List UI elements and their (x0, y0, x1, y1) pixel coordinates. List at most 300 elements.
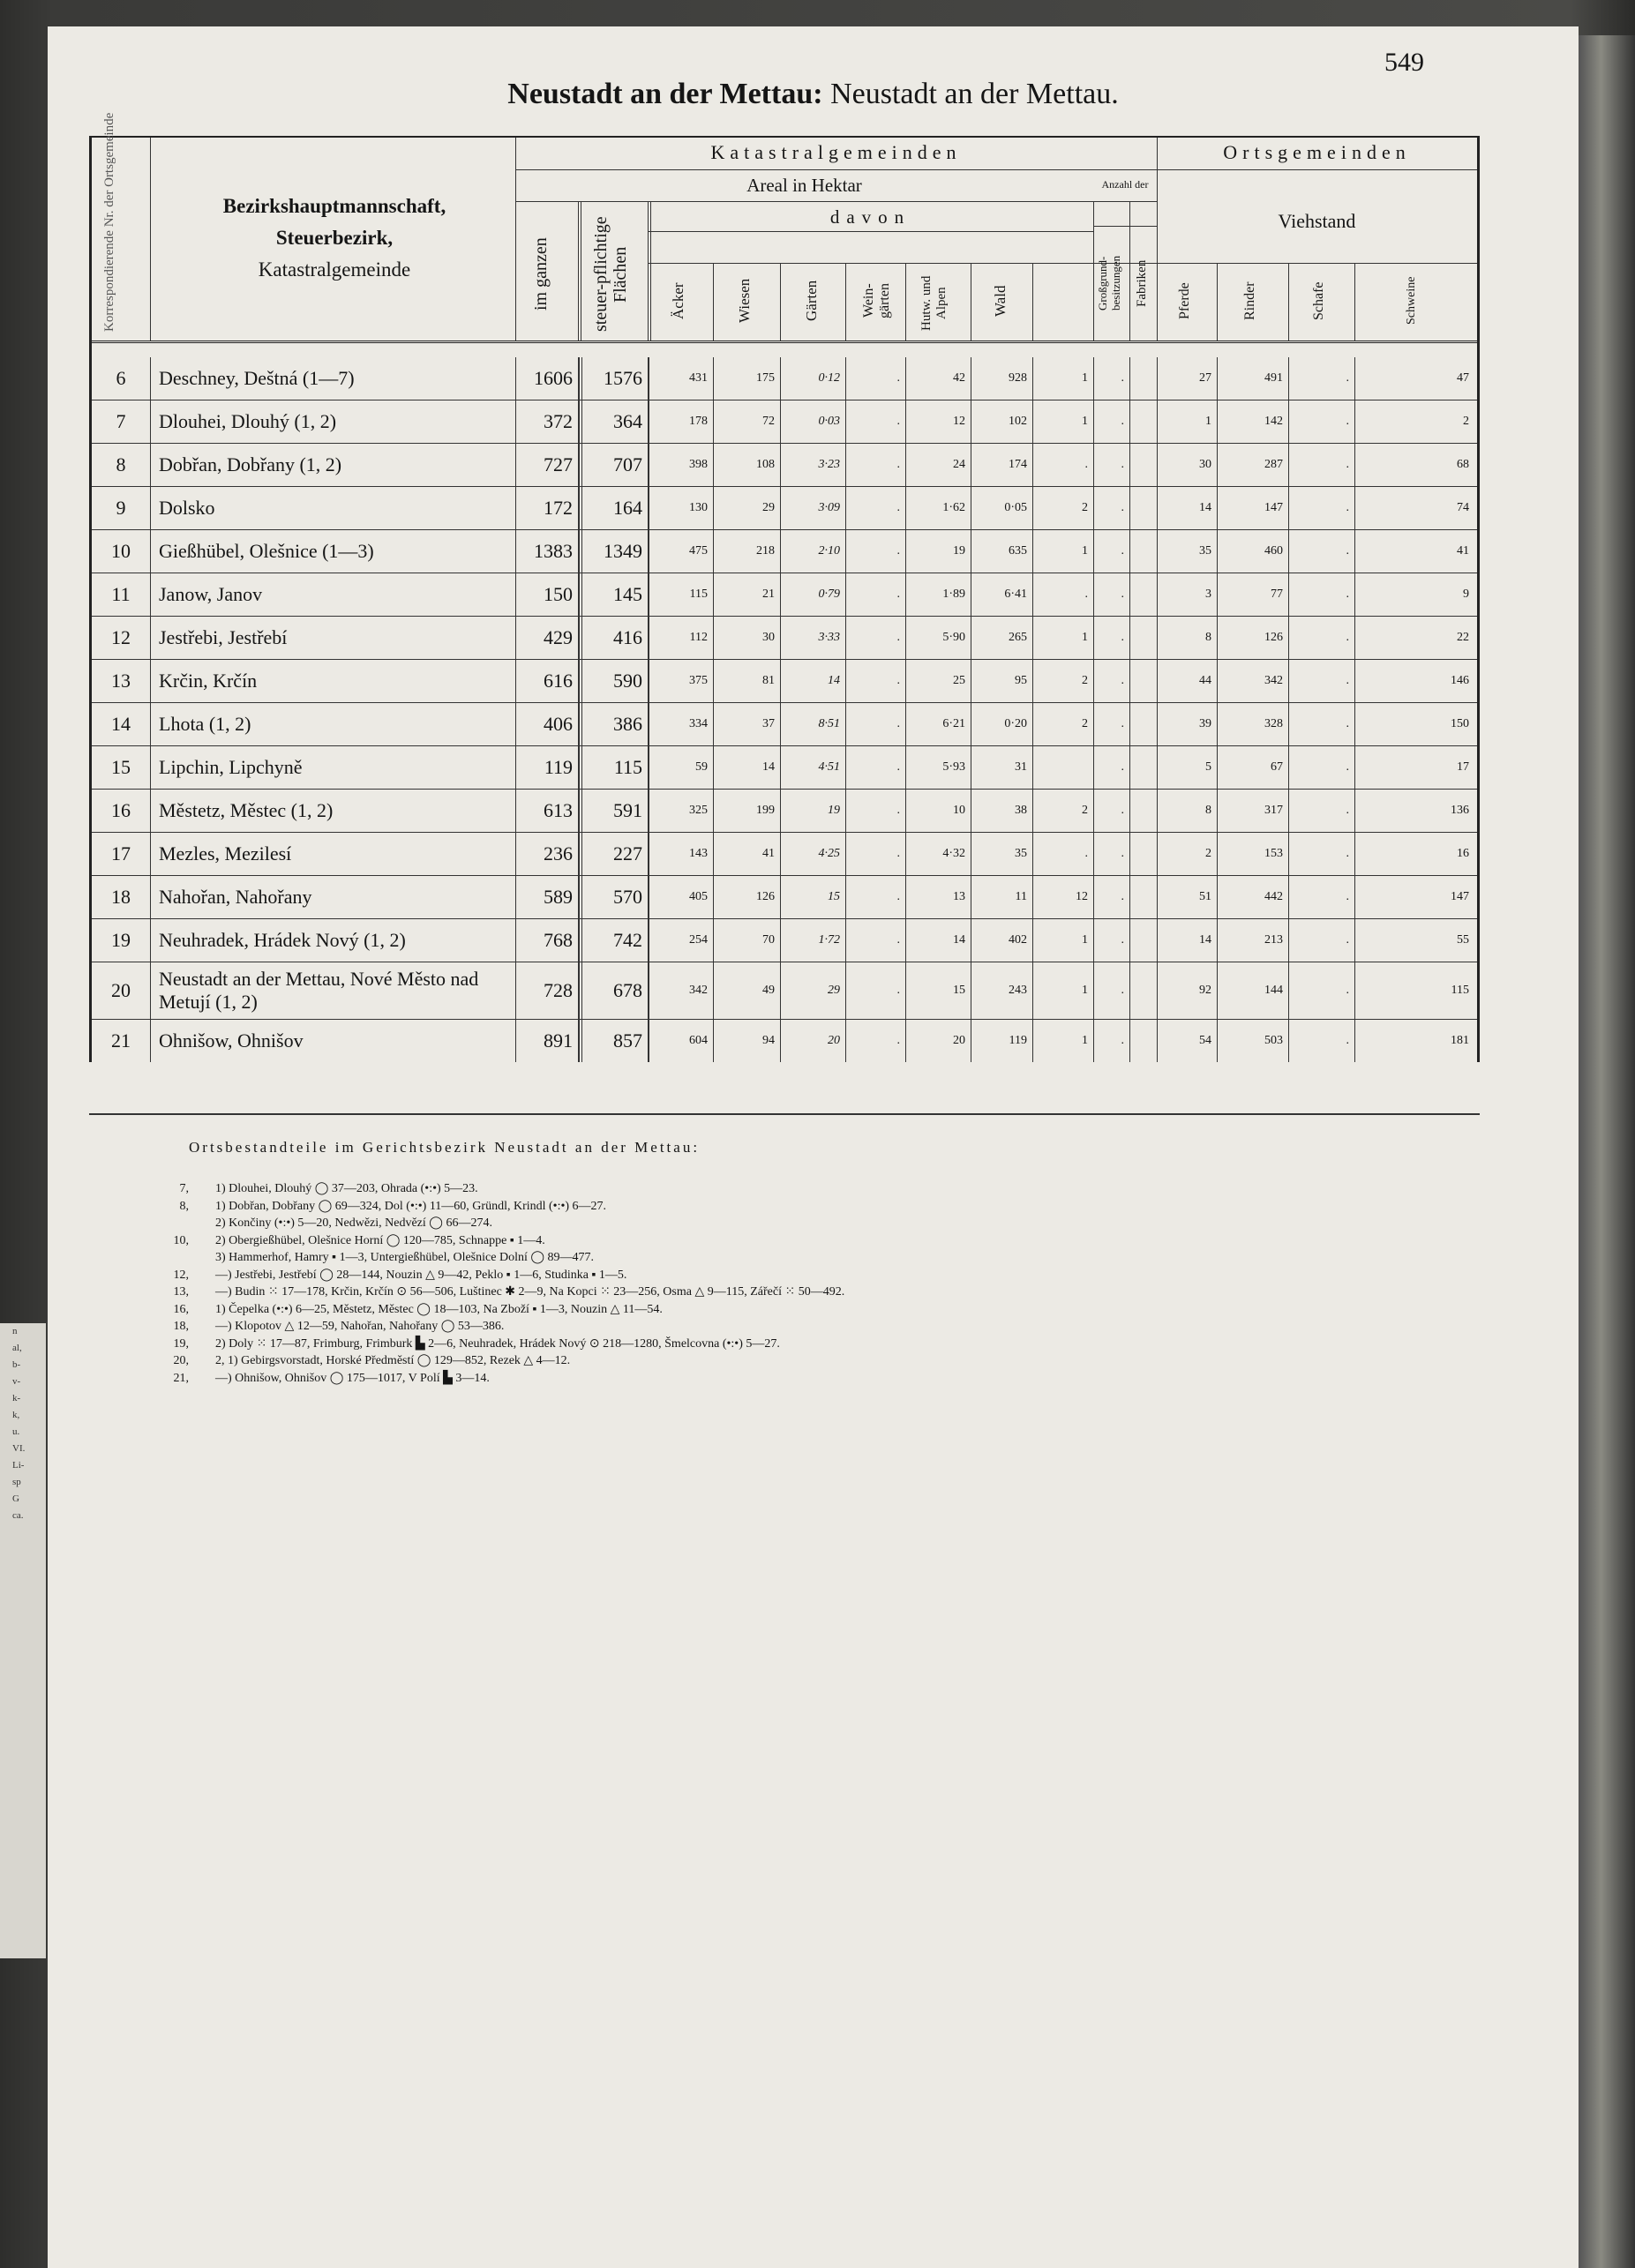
cell-schafe: . (1346, 588, 1349, 601)
cell-gaerten: 3·33 (818, 631, 840, 644)
katastral-header: Katastralgemeinden (710, 141, 962, 163)
cell-wein: . (896, 890, 900, 903)
row-number: 20 (111, 979, 131, 1001)
cell-hutw: 24 (953, 458, 965, 471)
cell-pferde: 2 (1205, 847, 1211, 860)
previous-page-edge (0, 1323, 46, 1958)
cell-schweine: 9 (1463, 588, 1469, 601)
row-number: 6 (116, 367, 126, 389)
table-row (92, 573, 1477, 616)
cell-pferde: 30 (1199, 458, 1211, 471)
footnote-key: 20, (173, 1354, 189, 1367)
cell-pferde: 39 (1199, 717, 1211, 730)
cell-wiesen: 81 (762, 674, 775, 687)
cell-hutw: 10 (953, 804, 965, 817)
cell-schafe: . (1346, 631, 1349, 644)
row-number: 13 (111, 670, 131, 692)
cell-gaerten: 1·72 (818, 933, 840, 947)
cell-hutw: 1·89 (942, 588, 965, 601)
cell-fabr: . (1121, 933, 1124, 947)
footnote-key: 7, (179, 1182, 189, 1195)
cell-gross: 2 (1082, 501, 1088, 514)
statistics-table (89, 112, 1480, 1062)
cell-wiesen: 126 (756, 890, 775, 903)
cell-acker: 431 (689, 371, 708, 385)
cell-rinder: 460 (1264, 544, 1283, 558)
row-name: Nahořan, Nahořany (159, 886, 312, 908)
cell-fabr: . (1121, 415, 1124, 428)
cell-pferde: 54 (1199, 1034, 1211, 1047)
cell-steuer: 164 (613, 497, 642, 519)
table-row (92, 918, 1477, 962)
margin-fragment: u. (12, 1426, 20, 1437)
footnote-text: 2, 1) Gebirgsvorstadt, Horské Předměstí ◯ 129—852, Rezek △ 4—12. (215, 1354, 571, 1367)
cell-fabr: . (1121, 760, 1124, 774)
footnote-key: 10, (173, 1233, 189, 1247)
cell-schweine: 68 (1457, 458, 1469, 471)
cell-wiesen: 49 (762, 984, 775, 997)
cell-gross: . (1084, 588, 1088, 601)
cell-wald: 119 (1009, 1034, 1027, 1047)
anzahl-header: Anzahl der (1101, 178, 1149, 191)
table-row (92, 789, 1477, 832)
margin-fragment: k, (12, 1410, 20, 1420)
row-number: 11 (111, 583, 131, 605)
cell-ganzen: 119 (544, 756, 573, 778)
cell-acker: 334 (689, 717, 708, 730)
margin-fragment: G (12, 1493, 19, 1504)
cell-steuer: 1349 (604, 540, 642, 562)
cell-acker: 405 (689, 890, 708, 903)
table-row (92, 529, 1477, 573)
cell-gross: 2 (1082, 717, 1088, 730)
cell-acker: 398 (689, 458, 708, 471)
cell-gaerten: 2·10 (818, 544, 840, 558)
cell-wiesen: 175 (756, 371, 775, 385)
cell-schafe: . (1346, 984, 1349, 997)
cell-gaerten: 0·03 (818, 415, 840, 428)
cell-hutw: 12 (953, 415, 965, 428)
cell-schweine: 47 (1457, 371, 1469, 385)
cell-hutw: 42 (953, 371, 965, 385)
cell-gaerten: 19 (828, 804, 840, 817)
row-name: Gießhübel, Olešnice (1—3) (159, 540, 374, 562)
cell-gaerten: 20 (828, 1034, 840, 1047)
cell-steuer: 857 (613, 1029, 642, 1052)
footnote-text: —) Jestřebi, Jestřebí ◯ 28—144, Nouzin △ 9—42, Peklo ▪ 1—6, Studinka ▪ 1—5. (215, 1268, 627, 1282)
cell-wald: 0·20 (1004, 717, 1027, 730)
title-bold: Neustadt an der Mettau: (507, 78, 823, 110)
cell-gross: 1 (1082, 933, 1088, 947)
cell-schweine: 16 (1457, 847, 1469, 860)
cell-steuer: 1576 (604, 367, 642, 389)
footnote-key: 12, (173, 1268, 189, 1282)
row-number: 14 (111, 713, 131, 735)
cell-ganzen: 1383 (534, 540, 573, 562)
col-wald: Wald (992, 285, 1009, 317)
cell-steuer: 707 (613, 453, 642, 475)
page-number: 549 (1384, 48, 1424, 77)
cell-gross: 1 (1082, 415, 1088, 428)
cell-wiesen: 218 (756, 544, 775, 558)
row-name: Neustadt an der Mettau, Nové Město nad Metují (1, 2) (159, 968, 479, 1013)
cell-gaerten: 0·79 (818, 588, 840, 601)
row-name: Městetz, Městec (1, 2) (159, 799, 334, 821)
cell-wein: . (896, 544, 900, 558)
row-number: 9 (116, 497, 126, 519)
cell-acker: 178 (689, 415, 708, 428)
cell-ganzen: 150 (544, 583, 573, 605)
col-gaerten: Gärten (803, 280, 820, 322)
footnote-text: 2) Doly ⁙ 17—87, Frimburg, Frimburk ▙ 2—6, Neuhradek, Hrádek Nový ⊙ 218—1280, Šmelcovna (•:•) 5—27. (215, 1336, 780, 1351)
cell-acker: 475 (689, 544, 708, 558)
footnote-text: 3) Hammerhof, Hamry ▪ 1—3, Untergießhübel, Olešnice Dolní ◯ 89—477. (215, 1251, 595, 1264)
cell-acker: 325 (689, 804, 708, 817)
cell-gaerten: 3·23 (818, 458, 840, 471)
row-name: Lipchin, Lipchyně (159, 756, 303, 778)
cell-ganzen: 172 (544, 497, 573, 519)
cell-wiesen: 70 (762, 933, 775, 947)
cell-wiesen: 72 (762, 415, 775, 428)
cell-wein: . (896, 933, 900, 947)
cell-fabr: . (1121, 544, 1124, 558)
table-row (92, 745, 1477, 789)
cell-schafe: . (1346, 544, 1349, 558)
cell-pferde: 3 (1205, 588, 1211, 601)
cell-acker: 342 (689, 984, 708, 997)
cell-schafe: . (1346, 804, 1349, 817)
cell-hutw: 5·90 (942, 631, 965, 644)
cell-schweine: 147 (1451, 890, 1469, 903)
col-pferde: Pferde (1177, 282, 1192, 319)
cell-wiesen: 37 (762, 717, 775, 730)
cell-schweine: 74 (1457, 501, 1469, 514)
row-name: Neuhradek, Hrádek Nový (1, 2) (159, 929, 406, 951)
cell-pferde: 44 (1199, 674, 1211, 687)
cell-gaerten: 8·51 (818, 717, 840, 730)
table-row (92, 875, 1477, 918)
cell-gross: 1 (1082, 1034, 1088, 1047)
cell-rinder: 147 (1264, 501, 1283, 514)
footnote-text: 1) Dobřan, Dobřany ◯ 69—324, Dol (•:•) 11—60, Gründl, Krindl (•:•) 6—27. (215, 1199, 607, 1213)
subtitle: Ortsbestandteile im Gerichtsbezirk Neustadt an der Mettau: (189, 1139, 701, 1156)
book-edge (1579, 35, 1635, 2268)
row-number: 15 (111, 756, 131, 778)
margin-fragment: sp (12, 1477, 21, 1487)
cell-schafe: . (1346, 933, 1349, 947)
cell-hutw: 14 (953, 933, 965, 947)
cell-fabr: . (1121, 717, 1124, 730)
cell-gross: . (1084, 458, 1088, 471)
margin-fragment: ca. (12, 1510, 24, 1521)
cell-schafe: . (1346, 1034, 1349, 1047)
cell-gaerten: 4·25 (818, 847, 840, 860)
cell-gross: 1 (1082, 984, 1088, 997)
footnote-text: 2) Končiny (•:•) 5—20, Nedwězi, Nedvězí ◯ 66—274. (215, 1216, 492, 1230)
district-line3: Katastralgemeinde (258, 258, 411, 281)
cell-rinder: 342 (1264, 674, 1283, 687)
cell-ganzen: 613 (544, 799, 573, 821)
cell-gaerten: 3·09 (818, 501, 840, 514)
cell-ganzen: 891 (544, 1029, 573, 1052)
margin-fragment: k- (12, 1393, 21, 1403)
margin-fragment: v- (12, 1376, 21, 1387)
margin-fragment: n (12, 1326, 18, 1336)
cell-fabr: . (1121, 804, 1124, 817)
row-name: Deschney, Deštná (1—7) (159, 367, 355, 389)
cell-fabr: . (1121, 458, 1124, 471)
cell-pferde: 8 (1205, 804, 1211, 817)
cell-ganzen: 236 (544, 842, 573, 865)
cell-pferde: 14 (1199, 933, 1211, 947)
cell-hutw: 6·21 (942, 717, 965, 730)
cell-wiesen: 30 (762, 631, 775, 644)
cell-hutw: 5·93 (942, 760, 965, 774)
footnote-key: 18, (173, 1320, 189, 1333)
cell-pferde: 51 (1199, 890, 1211, 903)
row-name: Janow, Janov (159, 583, 263, 605)
cell-gross: 1 (1082, 631, 1088, 644)
cell-schweine: 146 (1451, 674, 1469, 687)
cell-rinder: 77 (1271, 588, 1283, 601)
cell-wein: . (896, 717, 900, 730)
cell-gross: 2 (1082, 674, 1088, 687)
cell-wein: . (896, 458, 900, 471)
cell-fabr: . (1121, 501, 1124, 514)
row-number: 17 (111, 842, 131, 865)
footnote-key: 21, (173, 1371, 189, 1385)
cell-wald: 6·41 (1004, 588, 1027, 601)
cell-gross (1032, 746, 1093, 789)
cell-fabr: . (1121, 674, 1124, 687)
cell-rinder: 144 (1264, 984, 1283, 997)
cell-wald: 35 (1015, 847, 1027, 860)
row-number: 21 (111, 1029, 131, 1052)
cell-hutw: 25 (953, 674, 965, 687)
cell-acker: 130 (689, 501, 708, 514)
cell-ganzen: 589 (544, 886, 573, 908)
cell-schafe: . (1346, 501, 1349, 514)
district-line1: Bezirkshauptmannschaft, (222, 195, 446, 217)
ortsgemeinden-header: Ortsgemeinden (1223, 141, 1411, 163)
cell-gaerten: 4·51 (818, 760, 840, 774)
col-schafe: Schafe (1311, 281, 1326, 320)
cell-acker: 254 (689, 933, 708, 947)
row-number: 18 (111, 886, 131, 908)
cell-rinder: 442 (1264, 890, 1283, 903)
cell-schweine: 115 (1451, 984, 1469, 997)
row-number: 19 (111, 929, 131, 951)
footnote-key: 8, (179, 1199, 189, 1213)
cell-rinder: 142 (1264, 415, 1283, 428)
cell-pferde: 8 (1205, 631, 1211, 644)
table-row (92, 1019, 1477, 1062)
table-body (92, 357, 1477, 1062)
cell-wein: . (896, 1034, 900, 1047)
table-bottom-rule (89, 1113, 1480, 1115)
table-row (92, 357, 1477, 400)
col-acker: Äcker (670, 282, 686, 319)
table-row (92, 659, 1477, 702)
table-header (92, 112, 1477, 343)
cell-schweine: 2 (1463, 415, 1469, 428)
margin-fragment: VI. (12, 1443, 26, 1454)
col-hutw: Hutw. und Alpen (919, 275, 949, 332)
cell-steuer: 742 (613, 929, 642, 951)
cell-wein: . (896, 674, 900, 687)
cell-pferde: 92 (1199, 984, 1211, 997)
col-wein: Wein-gärten (861, 283, 892, 318)
cell-schweine: 22 (1457, 631, 1469, 644)
document-page (48, 26, 1579, 2268)
cell-gaerten: 0·12 (818, 371, 840, 385)
cell-rinder: 126 (1264, 631, 1283, 644)
page-title (48, 78, 1579, 111)
cell-schafe: . (1346, 415, 1349, 428)
table-row (92, 832, 1477, 875)
cell-fabr: . (1121, 1034, 1124, 1047)
cell-gross: 2 (1082, 804, 1088, 817)
cell-wein: . (896, 588, 900, 601)
cell-wein: . (896, 371, 900, 385)
cell-rinder: 153 (1264, 847, 1283, 860)
row-name: Dlouhei, Dlouhý (1, 2) (159, 410, 337, 432)
cell-steuer: 386 (613, 713, 642, 735)
footnote-text: 2) Obergießhübel, Olešnice Horní ◯ 120—785, Schnappe ▪ 1—4. (215, 1233, 545, 1247)
cell-wein: . (896, 804, 900, 817)
cell-wein: . (896, 415, 900, 428)
cell-steuer: 227 (613, 842, 642, 865)
cell-schafe: . (1346, 717, 1349, 730)
table-row (92, 443, 1477, 486)
footnote-text: —) Budin ⁙ 17—178, Krčin, Krčín ⊙ 56—506, Luštinec ✱ 2—9, Na Kopci ⁙ 23—256, Osma △ 9—115, Zářečí ⁙ 50—492. (215, 1285, 845, 1299)
cell-fabr: . (1121, 890, 1124, 903)
cell-wald: 402 (1009, 933, 1027, 947)
cell-pferde: 1 (1205, 415, 1211, 428)
cell-pferde: 35 (1199, 544, 1211, 558)
col-gross: Großgrund-besitzungen (1096, 255, 1122, 311)
cell-rinder: 317 (1264, 804, 1283, 817)
cell-rinder: 213 (1264, 933, 1283, 947)
table-row (92, 702, 1477, 745)
cell-rinder: 503 (1264, 1034, 1283, 1047)
footnote-text: 1) Čepelka (•:•) 6—25, Městetz, Městec ◯ 18—103, Na Zboží ▪ 1—3, Nouzin △ 11—54. (215, 1302, 663, 1316)
cell-wald: 635 (1009, 544, 1027, 558)
cell-gross: 1 (1082, 371, 1088, 385)
cell-acker: 59 (695, 760, 708, 774)
cell-ganzen: 406 (544, 713, 573, 735)
cell-wald: 243 (1009, 984, 1027, 997)
footnote-key: 13, (173, 1285, 189, 1299)
cell-wald: 174 (1009, 458, 1027, 471)
cell-wald: 38 (1015, 804, 1027, 817)
cell-ganzen: 372 (544, 410, 573, 432)
cell-wein: . (896, 631, 900, 644)
col-rinder: Rinder (1242, 281, 1257, 320)
cell-wiesen: 29 (762, 501, 775, 514)
cell-rinder: 67 (1271, 760, 1283, 774)
cell-gross: 12 (1076, 890, 1088, 903)
footnote-text: —) Ohnišow, Ohnišov ◯ 175—1017, V Polí ▙ 3—14. (215, 1371, 490, 1385)
cell-schafe: . (1346, 674, 1349, 687)
cell-wald: 31 (1015, 760, 1027, 774)
cell-gaerten: 14 (828, 674, 840, 687)
cell-acker: 112 (689, 631, 708, 644)
margin-fragment: b- (12, 1359, 21, 1370)
cell-acker: 143 (689, 847, 708, 860)
col-im-ganzen: im ganzen (531, 237, 551, 311)
cell-schweine: 41 (1457, 544, 1469, 558)
davon-header: davon (829, 206, 911, 228)
cell-schweine: 150 (1451, 717, 1469, 730)
cell-steuer: 364 (613, 410, 642, 432)
col-steuer: steuer-pflichtige Flächen (591, 216, 630, 333)
cell-wald: 102 (1009, 415, 1027, 428)
district-line2: Steuerbezirk, (275, 227, 394, 249)
cell-schafe: . (1346, 371, 1349, 385)
cell-steuer: 591 (613, 799, 642, 821)
row-name: Lhota (1, 2) (159, 713, 251, 735)
table-row (92, 616, 1477, 659)
cell-schweine: 136 (1451, 804, 1469, 817)
row-name: Mezles, Mezilesí (159, 842, 292, 865)
footnote-text: 1) Dlouhei, Dlouhý ◯ 37—203, Ohrada (•:•) 5—23. (215, 1182, 478, 1195)
nr-header: Korrespondierende Nr. der Ortsgemeinde (102, 112, 116, 332)
cell-schweine: 17 (1457, 760, 1469, 774)
cell-schafe: . (1346, 890, 1349, 903)
cell-wiesen: 199 (756, 804, 775, 817)
cell-schafe: . (1346, 847, 1349, 860)
cell-wein: . (896, 501, 900, 514)
col-schweine: Schweine (1405, 276, 1418, 326)
row-number: 12 (111, 626, 131, 648)
cell-wald: 95 (1015, 674, 1027, 687)
cell-hutw: 1·62 (942, 501, 965, 514)
cell-schweine: 181 (1451, 1034, 1469, 1047)
col-fabriken: Fabriken (1135, 259, 1149, 307)
table-row (92, 962, 1477, 1019)
cell-steuer: 416 (613, 626, 642, 648)
cell-ganzen: 1606 (534, 367, 573, 389)
cell-rinder: 491 (1264, 371, 1283, 385)
cell-acker: 115 (689, 588, 708, 601)
footnote-text: —) Klopotov △ 12—59, Nahořan, Nahořany ◯ 53—386. (215, 1320, 505, 1333)
footnote-key: 16, (173, 1302, 189, 1316)
cell-rinder: 328 (1264, 717, 1283, 730)
cell-steuer: 115 (613, 756, 642, 778)
cell-gaerten: 29 (828, 984, 840, 997)
cell-hutw: 4·32 (942, 847, 965, 860)
cell-wein: . (896, 847, 900, 860)
district-header (162, 191, 506, 286)
cell-steuer: 145 (613, 583, 642, 605)
cell-gross: . (1084, 847, 1088, 860)
row-number: 10 (111, 540, 131, 562)
cell-gross: 1 (1082, 544, 1088, 558)
cell-wiesen: 41 (762, 847, 775, 860)
cell-wein: . (896, 760, 900, 774)
cell-ganzen: 429 (544, 626, 573, 648)
margin-fragment: al, (12, 1343, 22, 1353)
row-number: 7 (116, 410, 126, 432)
cell-hutw: 19 (953, 544, 965, 558)
cell-pferde: 5 (1205, 760, 1211, 774)
cell-acker: 375 (689, 674, 708, 687)
cell-hutw: 20 (953, 1034, 965, 1047)
cell-hutw: 13 (953, 890, 965, 903)
footnote-key: 19, (173, 1336, 189, 1351)
margin-fragment: Li- (12, 1460, 25, 1471)
